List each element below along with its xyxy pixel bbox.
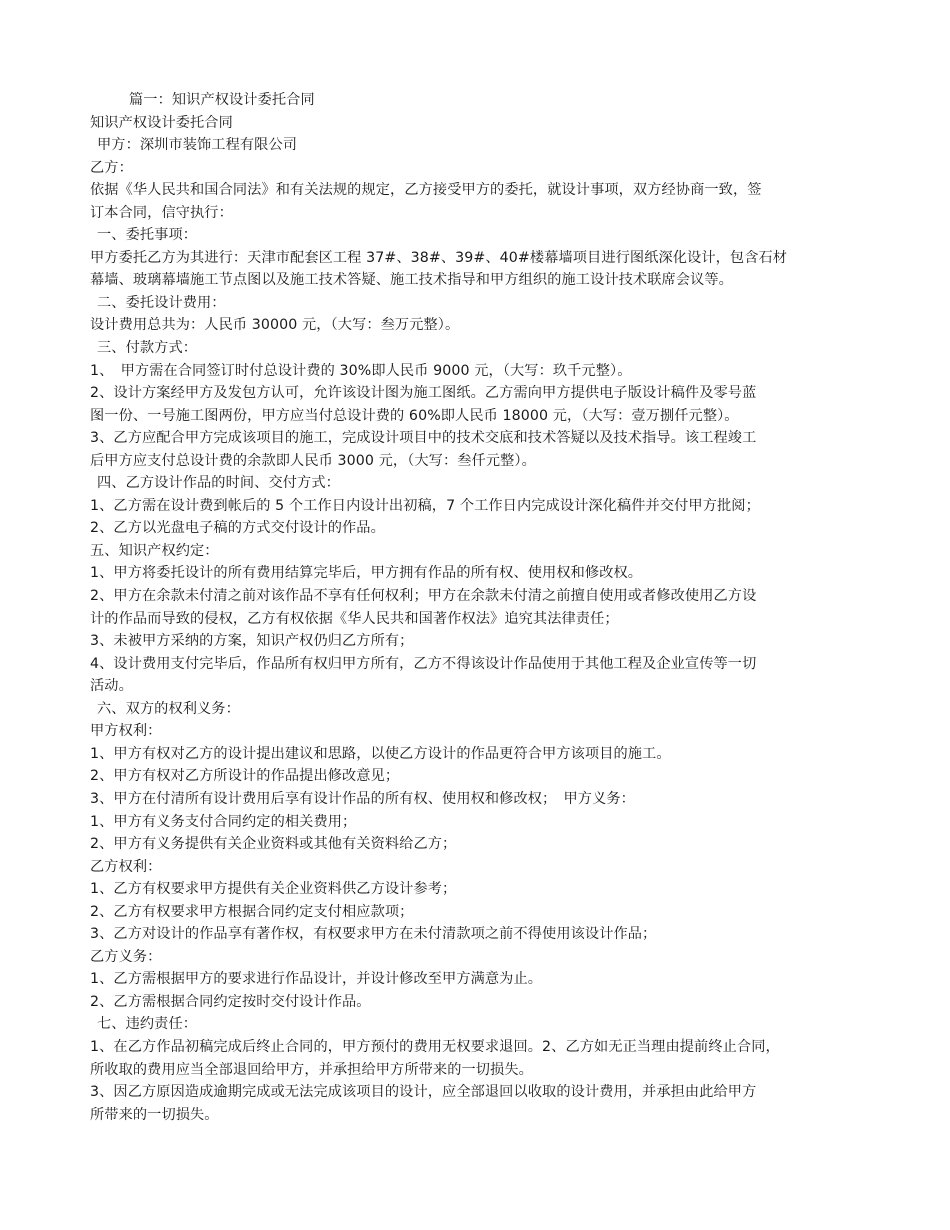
text-line: 乙方义务： (90, 948, 162, 965)
text-line: 图一份、一号施工图两份，甲方应当付总设计费的 60%即人民币 18000 元，（大写：壹万捌仟元整）。 (90, 407, 739, 424)
text-line: 3、未被甲方采纳的方案，知识产权仍归乙方所有； (90, 633, 414, 650)
text-line: 1、在乙方作品初稿完成后终止合同的，甲方预付的费用无权要求退回。2、乙方如无正当理由提前终止合同， (90, 1038, 780, 1055)
text-line: 甲方：深圳市装饰工程有限公司 (97, 137, 298, 154)
text-line: 后甲方应支付总设计费的余款即人民币 3000 元，（大写：叁仟元整）。 (90, 452, 536, 469)
text-line: 幕墙、玻璃幕墙施工节点图以及施工技术答疑、施工技术指导和甲方组织的施工设计技术联席会议等。 (90, 272, 733, 289)
text-line: 二、委托设计费用： (97, 294, 226, 311)
text-line: 甲方委托乙方为其进行：天津市配套区工程 37#、38#、39#、40#楼幕墙项目进行图纸深化设计，包含石材 (90, 249, 788, 266)
text-line: 3、因乙方原因造成逾期完成或无法完成该项目的设计，应全部退回以收取的设计费用，并承担由此给甲方 (90, 1084, 757, 1101)
text-line: 七、违约责任： (97, 1016, 198, 1033)
text-line: 2、乙方需根据合同约定按时交付设计作品。 (90, 993, 371, 1010)
text-line: 三、付款方式： (97, 340, 198, 357)
text-line: 活动。 (90, 678, 133, 695)
text-line: 2、设计方案经甲方及发包方认可，允许该设计图为施工图纸。乙方需向甲方提供电子版设计稿件及零号蓝 (90, 385, 757, 402)
text-line: 四、乙方设计作品的时间、交付方式： (97, 475, 340, 492)
text-line: 1、甲方有权对乙方的设计提出建议和思路，以使乙方设计的作品更符合甲方该项目的施工。 (90, 745, 671, 762)
text-line: 2、甲方有权对乙方所设计的作品提出修改意见； (90, 768, 400, 785)
text-line: 计的作品而导致的侵权，乙方有权依据《华人民共和国著作权法》追究其法律责任； (90, 610, 619, 627)
text-line: 乙方权利： (90, 858, 162, 875)
text-line: 所收取的费用应当全部退回给甲方，并承担给甲方所带来的一切损失。 (90, 1061, 533, 1078)
document-body (90, 89, 870, 1126)
text-line: 一、委托事项： (97, 227, 198, 244)
text-line: 2、甲方有义务提供有关企业资料或其他有关资料给乙方； (90, 836, 457, 853)
text-line: 1、乙方有权要求甲方提供有关企业资料供乙方设计参考； (90, 881, 457, 898)
text-line: 依据《华人民共和国合同法》和有关法规的规定，乙方接受甲方的委托，就设计事项，双方经协商一致，签 (90, 182, 762, 199)
text-line: 1、乙方需在设计费到帐后的 5 个工作日内设计出初稿，7 个工作日内完成设计深化稿件并交付甲方批阅； (90, 497, 760, 514)
text-line: 设计费用总共为：人民币 30000 元，（大写：叁万元整）。 (90, 317, 460, 334)
text-line: 2、甲方在余款未付清之前对该作品不享有任何权利；甲方在余款未付清之前擅自使用或者修改使用乙方设 (90, 588, 757, 605)
text-line: 2、乙方有权要求甲方根据合同约定支付相应款项； (90, 903, 414, 920)
text-line: 乙方： (90, 159, 133, 176)
document-heading: 篇一：知识产权设计委托合同 (129, 92, 315, 108)
text-line: 1、 甲方需在合同签订时付总设计费的 30%即人民币 9000 元，（大写：玖千元整）。 (90, 362, 632, 379)
text-line: 1、甲方将委托设计的所有费用结算完毕后，甲方拥有作品的所有权、使用权和修改权。 (90, 565, 643, 582)
text-line: 2、乙方以光盘电子稿的方式交付设计的作品。 (90, 520, 385, 537)
text-line: 3、甲方在付清所有设计费用后享有设计作品的所有权、使用权和修改权； 甲方义务： (90, 790, 635, 807)
text-line: 3、乙方对设计的作品享有著作权，有权要求甲方在未付清款项之前不得使用该设计作品； (90, 926, 657, 943)
text-line: 1、乙方需根据甲方的要求进行作品设计，并设计修改至甲方满意为止。 (90, 971, 543, 988)
text-line: 甲方权利： (90, 723, 162, 740)
text-line: 六、双方的权利义务： (97, 700, 240, 717)
text-line: 知识产权设计委托合同 (90, 114, 233, 131)
text-line: 所带来的一切损失。 (90, 1106, 219, 1123)
text-line: 1、甲方有义务支付合同约定的相关费用； (90, 813, 357, 830)
text-line: 五、知识产权约定： (90, 542, 219, 559)
text-line: 4、设计费用支付完毕后，作品所有权归甲方所有，乙方不得该设计作品使用于其他工程及企业宣传等一切 (90, 655, 757, 672)
text-line: 订本合同，信守执行： (90, 204, 233, 221)
text-line: 3、乙方应配合甲方完成该项目的施工，完成设计项目中的技术交底和技术答疑以及技术指导。该工程竣工 (90, 430, 757, 447)
